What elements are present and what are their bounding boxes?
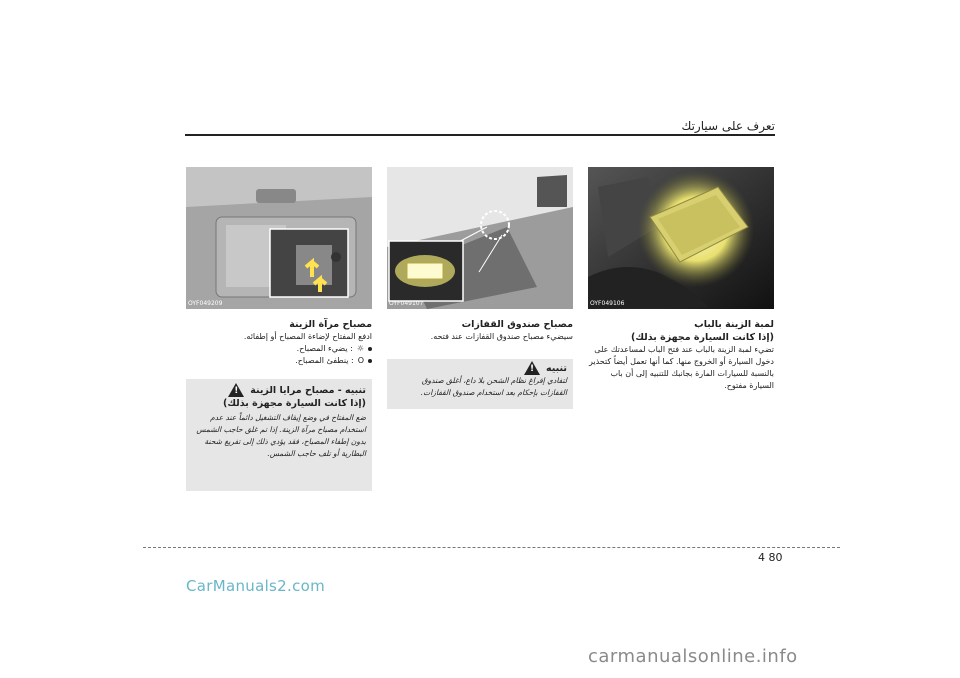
bullet-off	[186, 355, 372, 367]
door-courtesy-lamp-photo	[588, 167, 774, 309]
photo-code-middle: OYF049107	[389, 300, 424, 307]
vanity-lamp-warning	[186, 379, 372, 491]
bullet-on-text: : يضيء المصباح.	[296, 344, 353, 353]
bullet-on	[186, 343, 372, 355]
door-lamp-heading: لمبة الزينة بالباب	[694, 319, 774, 330]
glove-box-warning	[387, 359, 573, 409]
lamp-off-symbol: O	[357, 356, 364, 365]
door-lamp-section	[588, 318, 774, 392]
warning-icon	[228, 383, 244, 397]
door-lamp-subheading: (إذا كانت السيارة مجهزة بذلك)	[630, 332, 774, 343]
photo-code-left: OYF049209	[188, 300, 223, 307]
photo-code-right: OYF049106	[590, 300, 625, 307]
header-divider	[185, 134, 775, 136]
warning-icon	[524, 361, 540, 375]
glove-box-lamp-photo	[387, 167, 573, 309]
glove-box-heading: مصباح صندوق القفازات	[461, 319, 573, 330]
bullet-dot	[368, 347, 372, 351]
vanity-lamp-section	[186, 318, 372, 367]
glove-box-warning-title: تنبيه	[546, 362, 567, 374]
vanity-warning-subtitle: (إذا كانت السيارة مجهزة بذلك)	[222, 398, 366, 409]
lamp-on-symbol: ☼	[356, 344, 364, 353]
vanity-mirror-lamp-photo	[186, 167, 372, 309]
door-lamp-body: تضيء لمبة الزينة بالباب عند فتح الباب لمساعدتك على دخول السيارة أو الخروج منها. كما أنها تعمل أيضاً كتحذير بالنسبة للسيارات المارة بجانبك للتنبيه إلى أن باب السيارة مفتوح.	[588, 345, 774, 390]
vanity-warning-title: تنبيه - مصباح مرايا الزينة	[250, 384, 366, 396]
footer-divider	[143, 547, 840, 548]
page-number: 4 80	[758, 551, 783, 564]
vanity-lamp-heading: مصباح مرآة الزينة	[289, 319, 372, 330]
bullet-dot	[368, 359, 372, 363]
glove-box-section	[387, 318, 573, 343]
bullet-off-text: : ينطفئ المصباح.	[295, 356, 354, 365]
watermark-link[interactable]: CarManuals2.com	[186, 577, 326, 595]
vanity-warning-body: ضع المفتاح في وضع إيقاف التشغيل دائماً عند عدم استخدام مصباح مرآة الزينة. إذا تم غلق حاجب الشمس بدون إطفاء المصباح، فقد يؤدي ذلك إلى تفريغ شحنة البطارية أو تلف حاجب الشمس.	[196, 413, 366, 458]
vanity-lamp-body: ادفع المفتاح لإضاءة المصباح أو إطفائه.	[243, 332, 372, 341]
glove-box-body: سيضيء مصباح صندوق القفازات عند فتحه.	[430, 332, 573, 341]
glove-box-warning-body: لتفادي إفراغ نظام الشحن بلا داع، أغلق صندوق القفازات بإحكام بعد استخدام صندوق القفازات.	[420, 376, 567, 397]
chapter-title: تعرف على سيارتك	[681, 119, 775, 133]
bottom-watermark: carmanualsonline.info	[588, 646, 798, 667]
